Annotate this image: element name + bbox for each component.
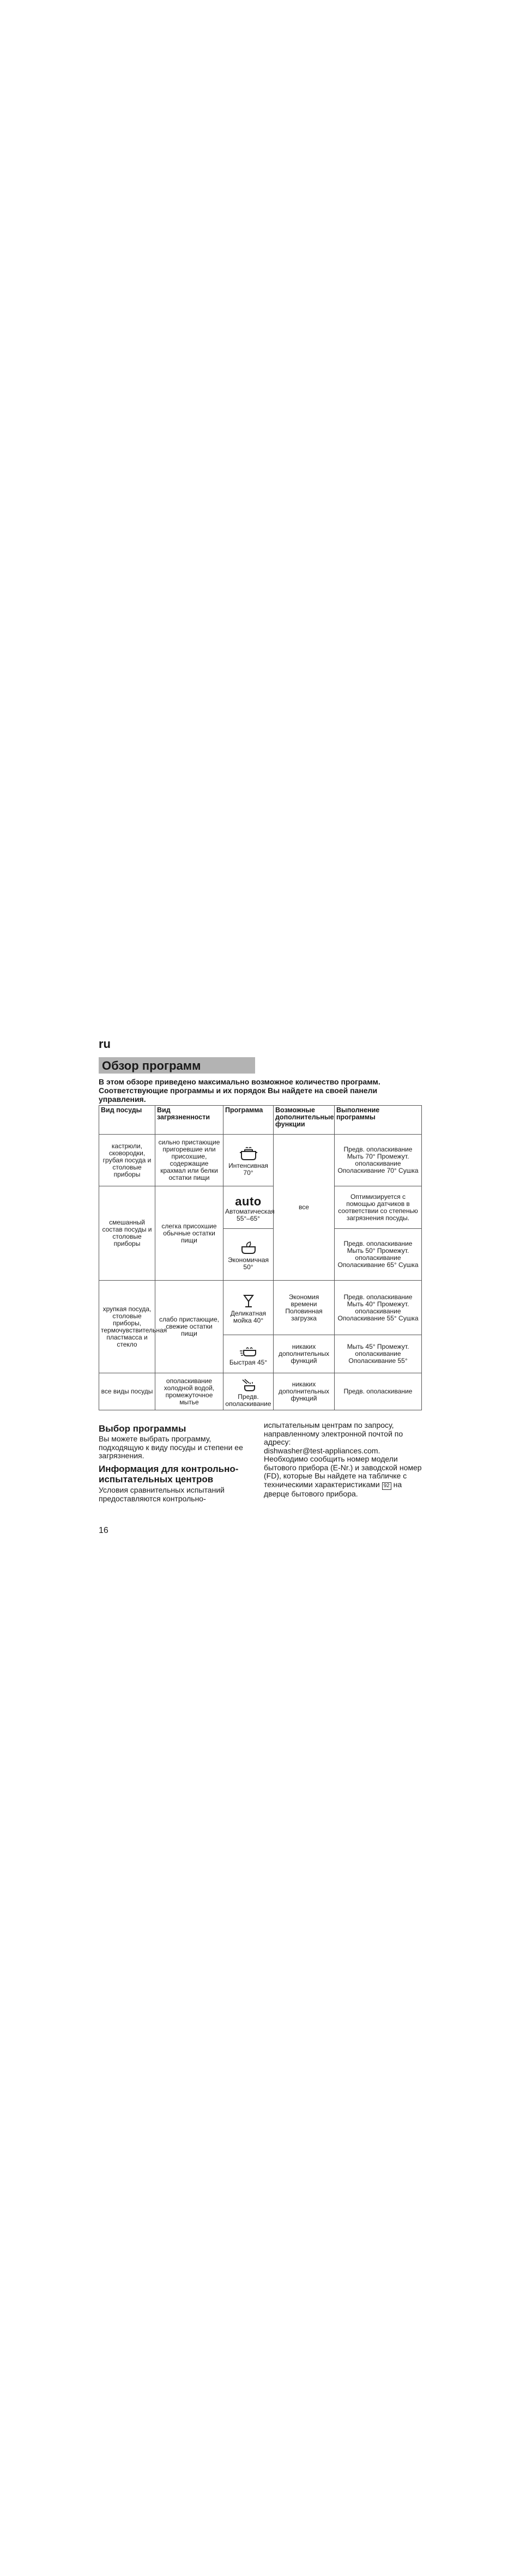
cell-dishes: хрупкая посуда, столовые приборы, термочувствительная пластмасса и стекло: [99, 1281, 155, 1373]
cell-run: Предв. ополаскивание: [335, 1373, 422, 1410]
rating-plate-ref-icon: 92: [382, 1482, 391, 1490]
section-heading-bar: [99, 1057, 255, 1074]
cell-dishes: смешанный состав посуды и столовые приборы: [99, 1186, 155, 1281]
cell-program: [223, 1335, 274, 1373]
cell-run: Мыть 45° Промежут. ополаскивание Ополаскивание 55°: [335, 1335, 422, 1373]
col-header-program: Программа: [223, 1106, 274, 1135]
program-name: Быстрая 45°: [229, 1359, 268, 1366]
program-name: Предв. ополаскивание: [225, 1392, 271, 1408]
cell-dishes: кастрюли, сковородки, грубая посуда и столовые приборы: [99, 1135, 155, 1186]
program-table: [99, 1105, 422, 1410]
table-row: [99, 1186, 422, 1229]
cell-program: [223, 1229, 274, 1281]
test-centers-email: dishwasher@test-appliances.com.: [264, 1446, 380, 1455]
col-header-dishes: Вид посуды: [99, 1106, 155, 1135]
cell-program: [223, 1186, 274, 1229]
cell-soil: ополаскивание холодной водой, промежуточное мытье: [155, 1373, 223, 1410]
test-centers-text-right-2a: Необходимо сообщить номер модели бытового прибора (E-Nr.) и заводской номер (FD), которые Вы найдете на табличке с техническими характеристиками: [264, 1454, 422, 1489]
select-program-heading: Выбор программы: [99, 1423, 186, 1434]
cell-functions: никаких дополнительных функций: [274, 1335, 335, 1373]
col-header-functions: Возможные дополнительные функции: [274, 1106, 335, 1135]
cell-program: [223, 1373, 274, 1410]
col-header-run: Выполнение программы: [335, 1106, 422, 1135]
eco-icon: [239, 1240, 258, 1256]
test-centers-text-right: [264, 1421, 422, 1498]
cell-soil: сильно пристающие пригоревшие или присохшие, содержащие крахмал или белки остатки пищи: [155, 1135, 223, 1186]
cell-functions: никаких дополнительных функций: [274, 1373, 335, 1410]
page-title: Обзор программ: [102, 1059, 201, 1072]
cell-program: [223, 1135, 274, 1186]
quick-icon: [239, 1344, 258, 1358]
program-name: Автоматическая 55°–65°: [225, 1207, 275, 1222]
col-header-soil: Вид загрязненности: [155, 1106, 223, 1135]
cell-run: Предв. ополаскивание Мыть 50° Промежут. ополаскивание Ополаскивание 65° Сушка: [335, 1229, 422, 1281]
intensive-pot-icon: [239, 1146, 258, 1161]
intro-text: В этом обзоре приведено максимально возможное количество программ. Соответствующие программы и их порядок Вы найдете на своей панели управления.: [99, 1077, 380, 1104]
cell-run: Оптимизируется с помощью датчиков в соответствии со степенью загрязнения посуды.: [335, 1186, 422, 1229]
program-name: Интенсивная 70°: [228, 1162, 268, 1177]
program-name: Деликатная мойка 40°: [230, 1309, 267, 1324]
cell-program: [223, 1281, 274, 1335]
cell-dishes: все виды посуды: [99, 1373, 155, 1410]
language-code: ru: [99, 1037, 111, 1051]
test-centers-heading: Информация для контрольно-испытательных центров: [99, 1464, 239, 1484]
cell-soil: слегка присохшие обычные остатки пищи: [155, 1186, 223, 1281]
cell-functions: Экономия времени Половинная загрузка: [274, 1281, 335, 1335]
glass-icon: [241, 1294, 256, 1309]
table-row: [99, 1281, 422, 1335]
cell-soil: слабо пристающие, свежие остатки пищи: [155, 1281, 223, 1373]
cell-run: Предв. ополаскивание Мыть 40° Промежут. ополаскивание Ополаскивание 55° Сушка: [335, 1281, 422, 1335]
prerinse-icon: [240, 1378, 257, 1392]
cell-functions-all: все: [274, 1135, 335, 1281]
test-centers-text-right-2b: на дверце бытового прибора.: [264, 1480, 402, 1498]
test-centers-text-left: Условия сравнительных испытаний предоставляются контрольно-: [99, 1486, 225, 1503]
page-number: 16: [99, 1526, 108, 1535]
table-row: [99, 1135, 422, 1186]
cell-run: Предв. ополаскивание Мыть 70° Промежут. ополаскивание Ополаскивание 70° Сушка: [335, 1135, 422, 1186]
select-program-text: Вы можете выбрать программу, подходящую к виду посуды и степени ее загрязнения.: [99, 1434, 243, 1460]
table-row: [99, 1373, 422, 1410]
auto-program-icon: auto: [235, 1194, 262, 1208]
program-name: Экономичная 50°: [228, 1256, 269, 1271]
test-centers-text-right-1: испытательным центрам по запросу, направленному электронной почтой по адресу:: [264, 1421, 403, 1446]
table-header-row: [99, 1106, 422, 1135]
